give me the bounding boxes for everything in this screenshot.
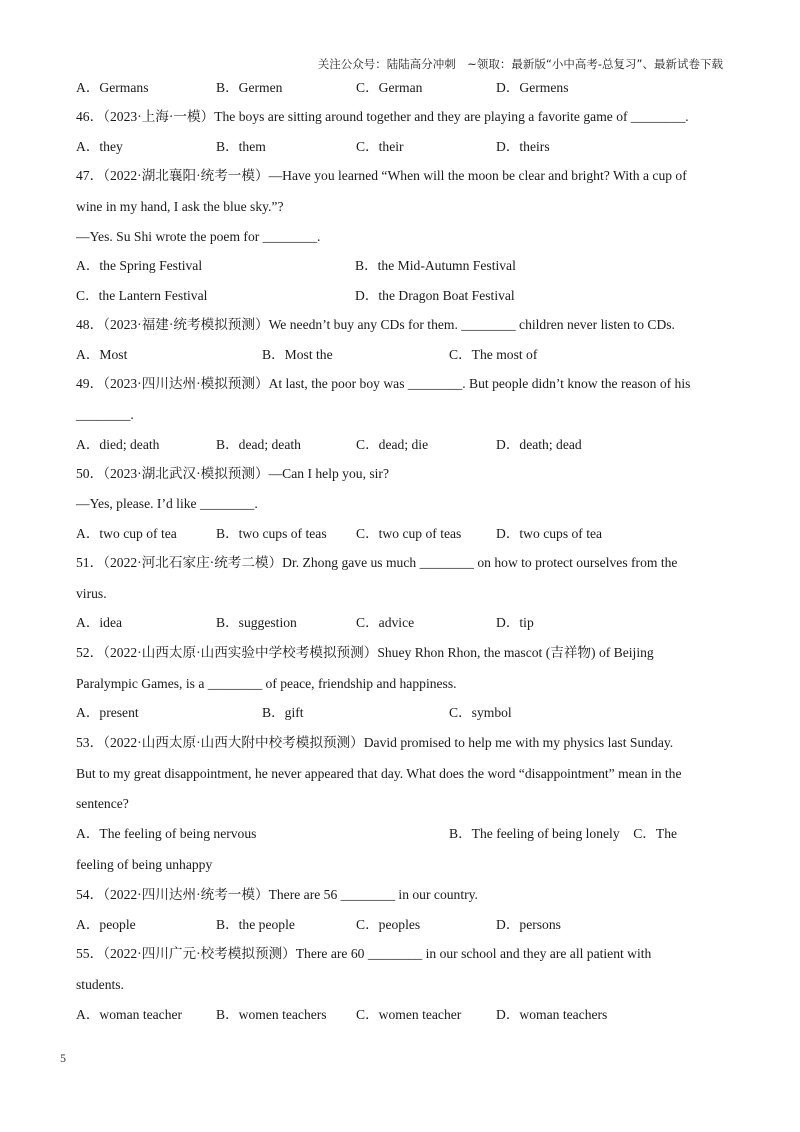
q46-option-d: D．theirs <box>496 139 550 154</box>
q49-options <box>76 437 736 453</box>
q45-option-a: A．Germans <box>76 80 149 95</box>
q51-option-c: C．advice <box>356 615 415 630</box>
q50-option-b: B．two cups of teas <box>216 526 327 541</box>
q55-option-a: A．woman teacher <box>76 1007 183 1022</box>
q47-stem-line-2: wine in my hand, I ask the blue sky.”? <box>76 199 284 214</box>
q47-options-row-2 <box>76 288 736 304</box>
q53-stem-line-2: But to my great disappointment, he never appeared that day. What does the word “disappointment” mean in the <box>76 766 682 781</box>
q54-option-c: C．peoples <box>356 917 421 932</box>
q55-option-d: D．woman teachers <box>496 1007 608 1022</box>
q47-options-row-1 <box>76 258 736 274</box>
q49-stem-line-2: ________. <box>76 407 134 422</box>
q50-stem-line-2: —Yes, please. I’d like ________. <box>76 496 258 511</box>
q53-options <box>76 826 736 842</box>
q52-option-a: A．present <box>76 705 139 720</box>
q47-stem-line-3: —Yes. Su Shi wrote the poem for ________. <box>76 229 321 244</box>
q52-option-c: C．symbol <box>449 705 512 720</box>
q46-option-b: B．them <box>216 139 266 154</box>
q49-stem-line-1: 49．（2023·四川达州·模拟预测）At last, the poor boy was ________. But people didn’t know the reason of his <box>76 376 691 391</box>
q49-option-d: D．death; dead <box>496 437 582 452</box>
q52-options <box>76 705 736 721</box>
q46-option-c: C．their <box>356 139 404 154</box>
q45-option-d: D．Germens <box>496 80 569 95</box>
q46-stem: 46．（2023·上海·一模）The boys are sitting around together and they are playing a favorite game of ________. <box>76 109 689 124</box>
q45-option-b: B．Germen <box>216 80 283 95</box>
q49-option-b: B．dead; death <box>216 437 301 452</box>
q55-option-b: B．women teachers <box>216 1007 327 1022</box>
q47-option-c: C．the Lantern Festival <box>76 288 208 303</box>
q54-option-b: B．the people <box>216 917 295 932</box>
q46-option-a: A．they <box>76 139 123 154</box>
q51-stem-line-2: virus. <box>76 586 107 601</box>
q49-option-a: A．died; death <box>76 437 160 452</box>
q47-option-d: D．the Dragon Boat Festival <box>355 288 515 303</box>
q54-option-a: A．people <box>76 917 136 932</box>
q48-option-a: A．Most <box>76 347 128 362</box>
q53-option-b-c: B．The feeling of being lonely C．The <box>449 826 678 841</box>
q45-options <box>76 80 736 96</box>
q54-stem: 54．（2022·四川达州·统考一模）There are 56 ________ in our country. <box>76 887 478 902</box>
q47-option-a: A．the Spring Festival <box>76 258 203 273</box>
q53-option-a: A．The feeling of being nervous <box>76 826 257 841</box>
q51-option-b: B．suggestion <box>216 615 297 630</box>
q48-option-c: C．The most of <box>449 347 538 362</box>
q51-stem-line-1: 51．（2022·河北石家庄·统考二模）Dr. Zhong gave us much ________ on how to protect ourselves from the <box>76 555 678 570</box>
q48-stem: 48．（2023·福建·统考模拟预测）We needn’t buy any CDs for them. ________ children never listen to CDs. <box>76 317 675 332</box>
q49-option-c: C．dead; die <box>356 437 429 452</box>
q48-options <box>76 347 736 363</box>
q50-option-d: D．two cups of tea <box>496 526 603 541</box>
q52-option-b: B．gift <box>262 705 304 720</box>
q53-stem-line-1: 53．（2022·山西太原·山西大附中校考模拟预测）David promised to help me with my physics last Sunday. <box>76 735 674 750</box>
q55-option-c: C．women teacher <box>356 1007 462 1022</box>
q53-stem-line-3: sentence? <box>76 796 129 811</box>
q55-stem-line-1: 55．（2022·四川广元·校考模拟预测）There are 60 ________ in our school and they are all patient with <box>76 946 652 961</box>
q47-option-b: B．the Mid-Autumn Festival <box>355 258 516 273</box>
q50-options <box>76 526 736 542</box>
q53-option-c-continued: feeling of being unhappy <box>76 857 213 872</box>
q50-stem-line-1: 50．（2023·湖北武汉·模拟预测）—Can I help you, sir? <box>76 466 389 481</box>
q48-option-b: B．Most the <box>262 347 333 362</box>
q46-options <box>76 139 736 155</box>
page-number: 5 <box>60 1051 66 1065</box>
q52-stem-line-2: Paralympic Games, is a ________ of peace, friendship and happiness. <box>76 676 457 691</box>
q51-option-d: D．tip <box>496 615 534 630</box>
q55-options <box>76 1007 736 1023</box>
q55-stem-line-2: students. <box>76 977 124 992</box>
q51-options <box>76 615 736 631</box>
q52-stem-line-1: 52．（2022·山西太原·山西实验中学校考模拟预测）Shuey Rhon Rhon, the mascot (吉祥物) of Beijing <box>76 645 654 660</box>
q45-option-c: C．German <box>356 80 423 95</box>
q54-option-d: D．persons <box>496 917 561 932</box>
page-header-banner: 关注公众号：陆陆高分冲刺 ~领取：最新版“小中高考-总复习”、最新试卷下载 <box>317 57 723 71</box>
q51-option-a: A．idea <box>76 615 123 630</box>
q50-option-a: A．two cup of tea <box>76 526 177 541</box>
q54-options <box>76 917 736 933</box>
q50-option-c: C．two cup of teas <box>356 526 462 541</box>
q47-stem-line-1: 47．（2022·湖北襄阳·统考一模）—Have you learned “When will the moon be clear and bright? With a cup of <box>76 168 687 183</box>
